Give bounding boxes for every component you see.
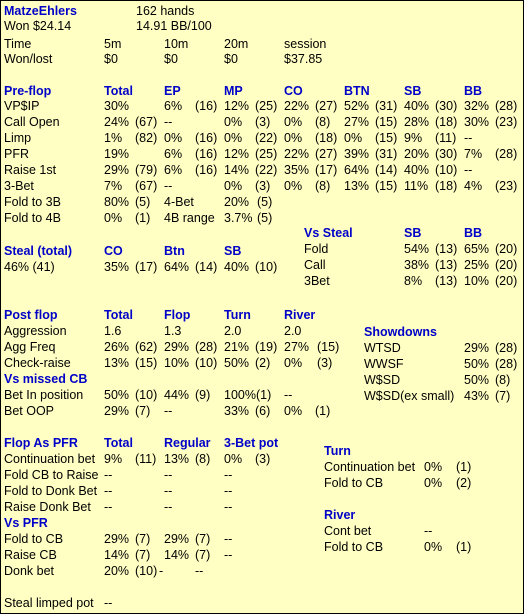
- stat-value: --: [164, 179, 173, 193]
- stat-count: (31): [375, 147, 398, 161]
- stat-count: (31): [375, 99, 398, 113]
- showdowns-title: Showdowns: [364, 325, 437, 339]
- stat-value: --: [224, 548, 233, 562]
- stat-count: (20): [495, 274, 518, 288]
- won-lost-10m: $0: [164, 52, 178, 66]
- stat-count: (18): [435, 115, 458, 129]
- stat-count: (22): [255, 131, 278, 145]
- stat-value: 0%: [344, 131, 363, 145]
- stat-count: (8): [195, 452, 211, 466]
- vs-steal-col-sb: SB: [404, 226, 422, 240]
- stat-value: 2.0: [284, 324, 302, 338]
- stat-value: 27%: [284, 340, 310, 354]
- stat-value: 22%: [284, 147, 310, 161]
- stat-value: --: [464, 163, 473, 177]
- stat-count: (3): [255, 452, 271, 466]
- steal-col-sb: SB: [224, 244, 242, 258]
- vs-pfr-row-label: Raise CB: [4, 548, 57, 562]
- flop-pfr-row-label: Continuation bet: [4, 452, 96, 466]
- stat-count: (10): [135, 388, 158, 402]
- stat-count: (11): [435, 131, 457, 145]
- stat-value: 0%: [284, 115, 303, 129]
- stat-count: (5): [135, 195, 151, 209]
- stat-count: (1): [456, 460, 472, 474]
- stat-count: (15): [317, 340, 340, 354]
- stat-value: 29%: [104, 532, 130, 546]
- stat-value: 1.6: [104, 324, 122, 338]
- stat-value: 10%: [464, 274, 490, 288]
- stat-count: (8): [315, 115, 331, 129]
- stat-value: 3.7%: [224, 211, 253, 225]
- river-title: River: [324, 508, 356, 522]
- stat-value: 13%: [344, 179, 370, 193]
- vs-pfr-row-label: Fold to CB: [4, 532, 64, 546]
- stat-count: (8): [495, 373, 511, 387]
- time-col-20m: 20m: [224, 37, 249, 51]
- stat-count: (16): [195, 99, 218, 113]
- stat-value: 2.0: [224, 324, 242, 338]
- flop-pfr-row-label: Fold CB to Raise: [4, 468, 99, 482]
- stat-value: 0%: [224, 452, 243, 466]
- flop-pfr-col-total: Total: [104, 436, 133, 450]
- stat-count: (16): [195, 163, 218, 177]
- stat-count: (7): [195, 548, 211, 562]
- stat-count: (28): [495, 357, 518, 371]
- vs-steal-row-label: Fold: [304, 242, 329, 256]
- time-col-5m: 5m: [104, 37, 122, 51]
- flop-pfr-title: Flop As PFR: [4, 436, 78, 450]
- stat-value: 12%: [224, 99, 250, 113]
- stat-value: --: [164, 484, 173, 498]
- stat-value: 0%: [224, 131, 243, 145]
- stat-value: 43%: [464, 389, 490, 403]
- stat-value: 0%: [284, 404, 303, 418]
- stat-count: (7): [135, 548, 151, 562]
- preflop-col-ep: EP: [164, 84, 181, 98]
- preflop-row-label: Call Open: [4, 115, 60, 129]
- preflop-row-label: PFR: [4, 147, 29, 161]
- stat-value: 0%: [284, 356, 303, 370]
- stat-value: 40%: [404, 99, 430, 113]
- river-row-label: Cont bet: [324, 524, 372, 538]
- stat-value: 21%: [224, 340, 250, 354]
- stat-count: (10): [255, 260, 278, 274]
- time-header: Time: [4, 37, 32, 51]
- stat-value: 54%: [404, 242, 430, 256]
- stat-value: 20%: [404, 147, 430, 161]
- stat-count: (28): [195, 340, 218, 354]
- stat-value: 9%: [404, 131, 423, 145]
- stat-count: (17): [315, 163, 338, 177]
- stat-value: 4%: [464, 179, 483, 193]
- stat-value: 80%: [104, 195, 130, 209]
- missed-cb-row-label: Bet In position: [4, 388, 84, 402]
- time-col-session: session: [284, 37, 327, 51]
- stat-count: (6): [255, 404, 271, 418]
- stat-value: 39%: [344, 147, 370, 161]
- stat-value: 6%: [164, 99, 183, 113]
- stat-value: 13%: [164, 452, 190, 466]
- stat-value: 28%: [404, 115, 430, 129]
- stat-count: (14): [195, 260, 218, 274]
- stat-count: (25): [255, 147, 278, 161]
- stat-count: (7): [135, 404, 151, 418]
- stat-value: 1%: [104, 131, 123, 145]
- four-bet-label: 4-Bet: [164, 195, 194, 209]
- stat-count: (20): [495, 258, 518, 272]
- stat-value: 14%: [224, 163, 250, 177]
- won-lost-5m: $0: [104, 52, 118, 66]
- preflop-title: Pre-flop: [4, 84, 52, 98]
- stat-count: (2): [456, 476, 472, 490]
- stat-value: 50%: [464, 357, 490, 371]
- stat-count: (28): [495, 341, 518, 355]
- stat-count: (7): [195, 532, 211, 546]
- stat-value: --: [464, 131, 473, 145]
- stat-count: (16): [195, 131, 218, 145]
- steal-title: Steal (total): [4, 244, 73, 258]
- stat-value: 65%: [464, 242, 490, 256]
- flop-pfr-col-3bet-pot: 3-Bet pot: [224, 436, 279, 450]
- stat-value: 50%: [104, 388, 130, 402]
- stat-value: --: [104, 484, 113, 498]
- stat-value: 0%: [424, 540, 443, 554]
- stat-count: (3): [255, 115, 271, 129]
- stat-value: 38%: [404, 258, 430, 272]
- stat-value: --: [164, 115, 173, 129]
- stat-value: 0%: [284, 179, 303, 193]
- steal-limped-pot-label: Steal limped pot: [4, 596, 94, 610]
- stat-value: 20%: [224, 195, 250, 209]
- postflop-col-flop: Flop: [164, 308, 191, 322]
- postflop-col-river: River: [284, 308, 316, 322]
- stat-count: (62): [135, 340, 158, 354]
- stat-value: --: [104, 500, 113, 514]
- showdown-row-label: WTSD: [364, 341, 401, 355]
- stat-value: --: [424, 524, 433, 538]
- showdown-row-label: W$SD(ex small): [364, 389, 455, 403]
- four-bet-range-label: 4B range: [164, 211, 215, 225]
- stat-value: 0%: [224, 179, 243, 193]
- stat-value: 20%: [104, 564, 130, 578]
- stat-count: (9): [195, 388, 211, 402]
- stat-value: 7%: [464, 147, 483, 161]
- won-lost-20m: $0: [224, 52, 238, 66]
- stat-count: (5): [257, 195, 273, 209]
- flop-pfr-row-label: Fold to Donk Bet: [4, 484, 98, 498]
- stat-value: 25%: [464, 258, 490, 272]
- stat-count: (27): [315, 147, 338, 161]
- stat-value: 52%: [344, 99, 370, 113]
- preflop-col-bb: BB: [464, 84, 483, 98]
- vs-pfr-title: Vs PFR: [4, 516, 48, 530]
- stat-count: (79): [135, 163, 158, 177]
- stat-value: 44%: [164, 388, 190, 402]
- stat-value: 19%: [104, 147, 130, 161]
- postflop-col-total: Total: [104, 308, 133, 322]
- stat-count: (10): [135, 564, 158, 578]
- stat-value: 29%: [104, 163, 130, 177]
- turn-title: Turn: [324, 444, 351, 458]
- stat-count: (10): [435, 163, 458, 177]
- stat-value: --: [224, 468, 233, 482]
- stat-count: (15): [375, 179, 398, 193]
- stat-value: -: [159, 564, 164, 578]
- stat-value: --: [164, 404, 173, 418]
- stat-count: (2): [255, 356, 271, 370]
- steal-col-btn: Btn: [164, 244, 185, 258]
- stat-count: (3): [255, 179, 271, 193]
- stat-count: (20): [495, 242, 518, 256]
- stat-value: 33%: [224, 404, 250, 418]
- flop-pfr-row-label: Raise Donk Bet: [4, 500, 91, 514]
- preflop-row-label: 3-Bet: [4, 179, 34, 193]
- player-name: MatzeEhlers: [4, 4, 77, 18]
- stat-value: 50%: [224, 356, 250, 370]
- stat-count: (14): [375, 163, 398, 177]
- stat-value: 14%: [104, 548, 130, 562]
- turn-row-label: Continuation bet: [324, 460, 416, 474]
- stat-count: (16): [195, 147, 218, 161]
- stat-count: (11): [135, 452, 157, 466]
- stat-value: 29%: [464, 341, 490, 355]
- stat-value: 22%: [284, 99, 310, 113]
- flop-pfr-col-regular: Regular: [164, 436, 211, 450]
- stat-value: 29%: [164, 532, 190, 546]
- stat-count: (23): [495, 179, 518, 193]
- stat-count: (28): [495, 147, 518, 161]
- preflop-row-label: Raise 1st: [4, 163, 57, 177]
- stat-value: 0%: [224, 115, 243, 129]
- stat-count: (15): [375, 131, 398, 145]
- stat-count: (10): [195, 356, 218, 370]
- preflop-row-label: Limp: [4, 131, 32, 145]
- stat-count: (5): [257, 211, 273, 225]
- stat-value: 29%: [104, 404, 130, 418]
- preflop-row-label: VP$IP: [4, 99, 40, 113]
- won-amount: Won $24.14: [4, 19, 72, 33]
- stat-value: 11%: [404, 179, 429, 193]
- stat-value: --: [164, 500, 173, 514]
- stat-count: (1): [135, 211, 151, 225]
- stat-value: 40%: [224, 260, 250, 274]
- vs-steal-col-bb: BB: [464, 226, 483, 240]
- stat-value: 0%: [284, 131, 303, 145]
- hands-count: 162 hands: [136, 4, 195, 18]
- preflop-col-sb: SB: [404, 84, 422, 98]
- postflop-row-label: Check-raise: [4, 356, 71, 370]
- stat-value: 26%: [104, 340, 130, 354]
- stat-count: (82): [135, 131, 158, 145]
- stat-value: 8%: [404, 274, 423, 288]
- preflop-col-total: Total: [104, 84, 133, 98]
- stat-count: (15): [375, 115, 398, 129]
- stat-value: 24%: [104, 115, 130, 129]
- postflop-row-label: Agg Freq: [4, 340, 56, 354]
- stat-count: (30): [435, 147, 458, 161]
- fold-to-4b-label: Fold to 4B: [4, 211, 61, 225]
- stat-count: (18): [315, 131, 338, 145]
- stat-value: 35%: [104, 260, 130, 274]
- stat-value: 0%: [104, 211, 123, 225]
- stat-value: 13%: [104, 356, 130, 370]
- steal-total-value: 46% (41): [4, 260, 55, 274]
- stat-value: --: [224, 500, 233, 514]
- stat-value: 35%: [284, 163, 310, 177]
- stat-count: (13): [435, 258, 458, 272]
- bb-per-100: 14.91 BB/100: [136, 19, 212, 33]
- stat-value: --: [164, 468, 173, 482]
- stat-count: (22): [255, 163, 278, 177]
- stat-value: --: [224, 484, 233, 498]
- stat-count: (25): [255, 99, 278, 113]
- stat-count: (13): [435, 242, 458, 256]
- preflop-col-co: CO: [284, 84, 303, 98]
- stat-value: 40%: [404, 163, 430, 177]
- stat-value: --: [104, 468, 113, 482]
- stat-value: 1.3: [164, 324, 182, 338]
- stat-value: 6%: [164, 163, 183, 177]
- stat-value: 29%: [164, 340, 190, 354]
- stat-value: 6%: [164, 147, 183, 161]
- postflop-title: Post flop: [4, 308, 58, 322]
- stat-count: (28): [495, 99, 518, 113]
- stat-value: --: [104, 596, 113, 610]
- stat-count: (67): [135, 115, 158, 129]
- stat-value: 100%(1): [224, 388, 272, 402]
- missed-cb-row-label: Bet OOP: [4, 404, 55, 418]
- won-lost-label: Won/lost: [4, 52, 53, 66]
- stat-count: (19): [255, 340, 278, 354]
- fold-to-3b-label: Fold to 3B: [4, 195, 61, 209]
- preflop-col-mp: MP: [224, 84, 243, 98]
- won-lost-session: $37.85: [284, 52, 323, 66]
- stat-value: --: [195, 564, 204, 578]
- stat-count: (18): [435, 179, 458, 193]
- stat-value: 30%: [464, 115, 490, 129]
- stat-value: --: [284, 388, 293, 402]
- stat-count: (15): [135, 356, 158, 370]
- stat-value: 50%: [464, 373, 490, 387]
- stat-count: (7): [495, 389, 511, 403]
- donk-bet-label: Donk bet: [4, 564, 55, 578]
- vs-steal-row-label: Call: [304, 258, 326, 272]
- stat-count: (67): [135, 179, 158, 193]
- stat-value: 12%: [224, 147, 250, 161]
- vs-steal-title: Vs Steal: [304, 226, 353, 240]
- stat-count: (3): [317, 356, 333, 370]
- stat-value: 9%: [104, 452, 123, 466]
- stat-count: (23): [495, 115, 518, 129]
- stat-value: --: [224, 532, 233, 546]
- stat-value: 32%: [464, 99, 490, 113]
- turn-row-label: Fold to CB: [324, 476, 384, 490]
- stat-count: (8): [315, 179, 331, 193]
- postflop-row-label: Aggression: [4, 324, 67, 338]
- stat-value: 14%: [164, 548, 190, 562]
- time-col-10m: 10m: [164, 37, 189, 51]
- showdown-row-label: W$SD: [364, 373, 401, 387]
- stat-value: 0%: [424, 476, 443, 490]
- stat-value: 30%: [104, 99, 130, 113]
- preflop-col-btn: BTN: [344, 84, 370, 98]
- postflop-col-turn: Turn: [224, 308, 251, 322]
- stat-value: 10%: [164, 356, 190, 370]
- stat-value: 64%: [344, 163, 370, 177]
- stat-count: (27): [315, 99, 338, 113]
- stat-value: 64%: [164, 260, 190, 274]
- river-row-label: Fold to CB: [324, 540, 384, 554]
- stat-count: (30): [435, 99, 458, 113]
- stat-count: (1): [456, 540, 472, 554]
- stat-count: (7): [135, 532, 151, 546]
- stat-count: (1): [315, 404, 331, 418]
- showdown-row-label: WWSF: [364, 357, 404, 371]
- stat-value: 7%: [104, 179, 123, 193]
- vs-steal-row-label: 3Bet: [304, 274, 330, 288]
- stat-count: (17): [135, 260, 158, 274]
- stat-value: 27%: [344, 115, 370, 129]
- steal-col-co: CO: [104, 244, 123, 258]
- stat-value: 0%: [164, 131, 183, 145]
- vs-missed-cb-title: Vs missed CB: [4, 372, 88, 386]
- stat-value: 0%: [424, 460, 443, 474]
- stat-count: (13): [435, 274, 458, 288]
